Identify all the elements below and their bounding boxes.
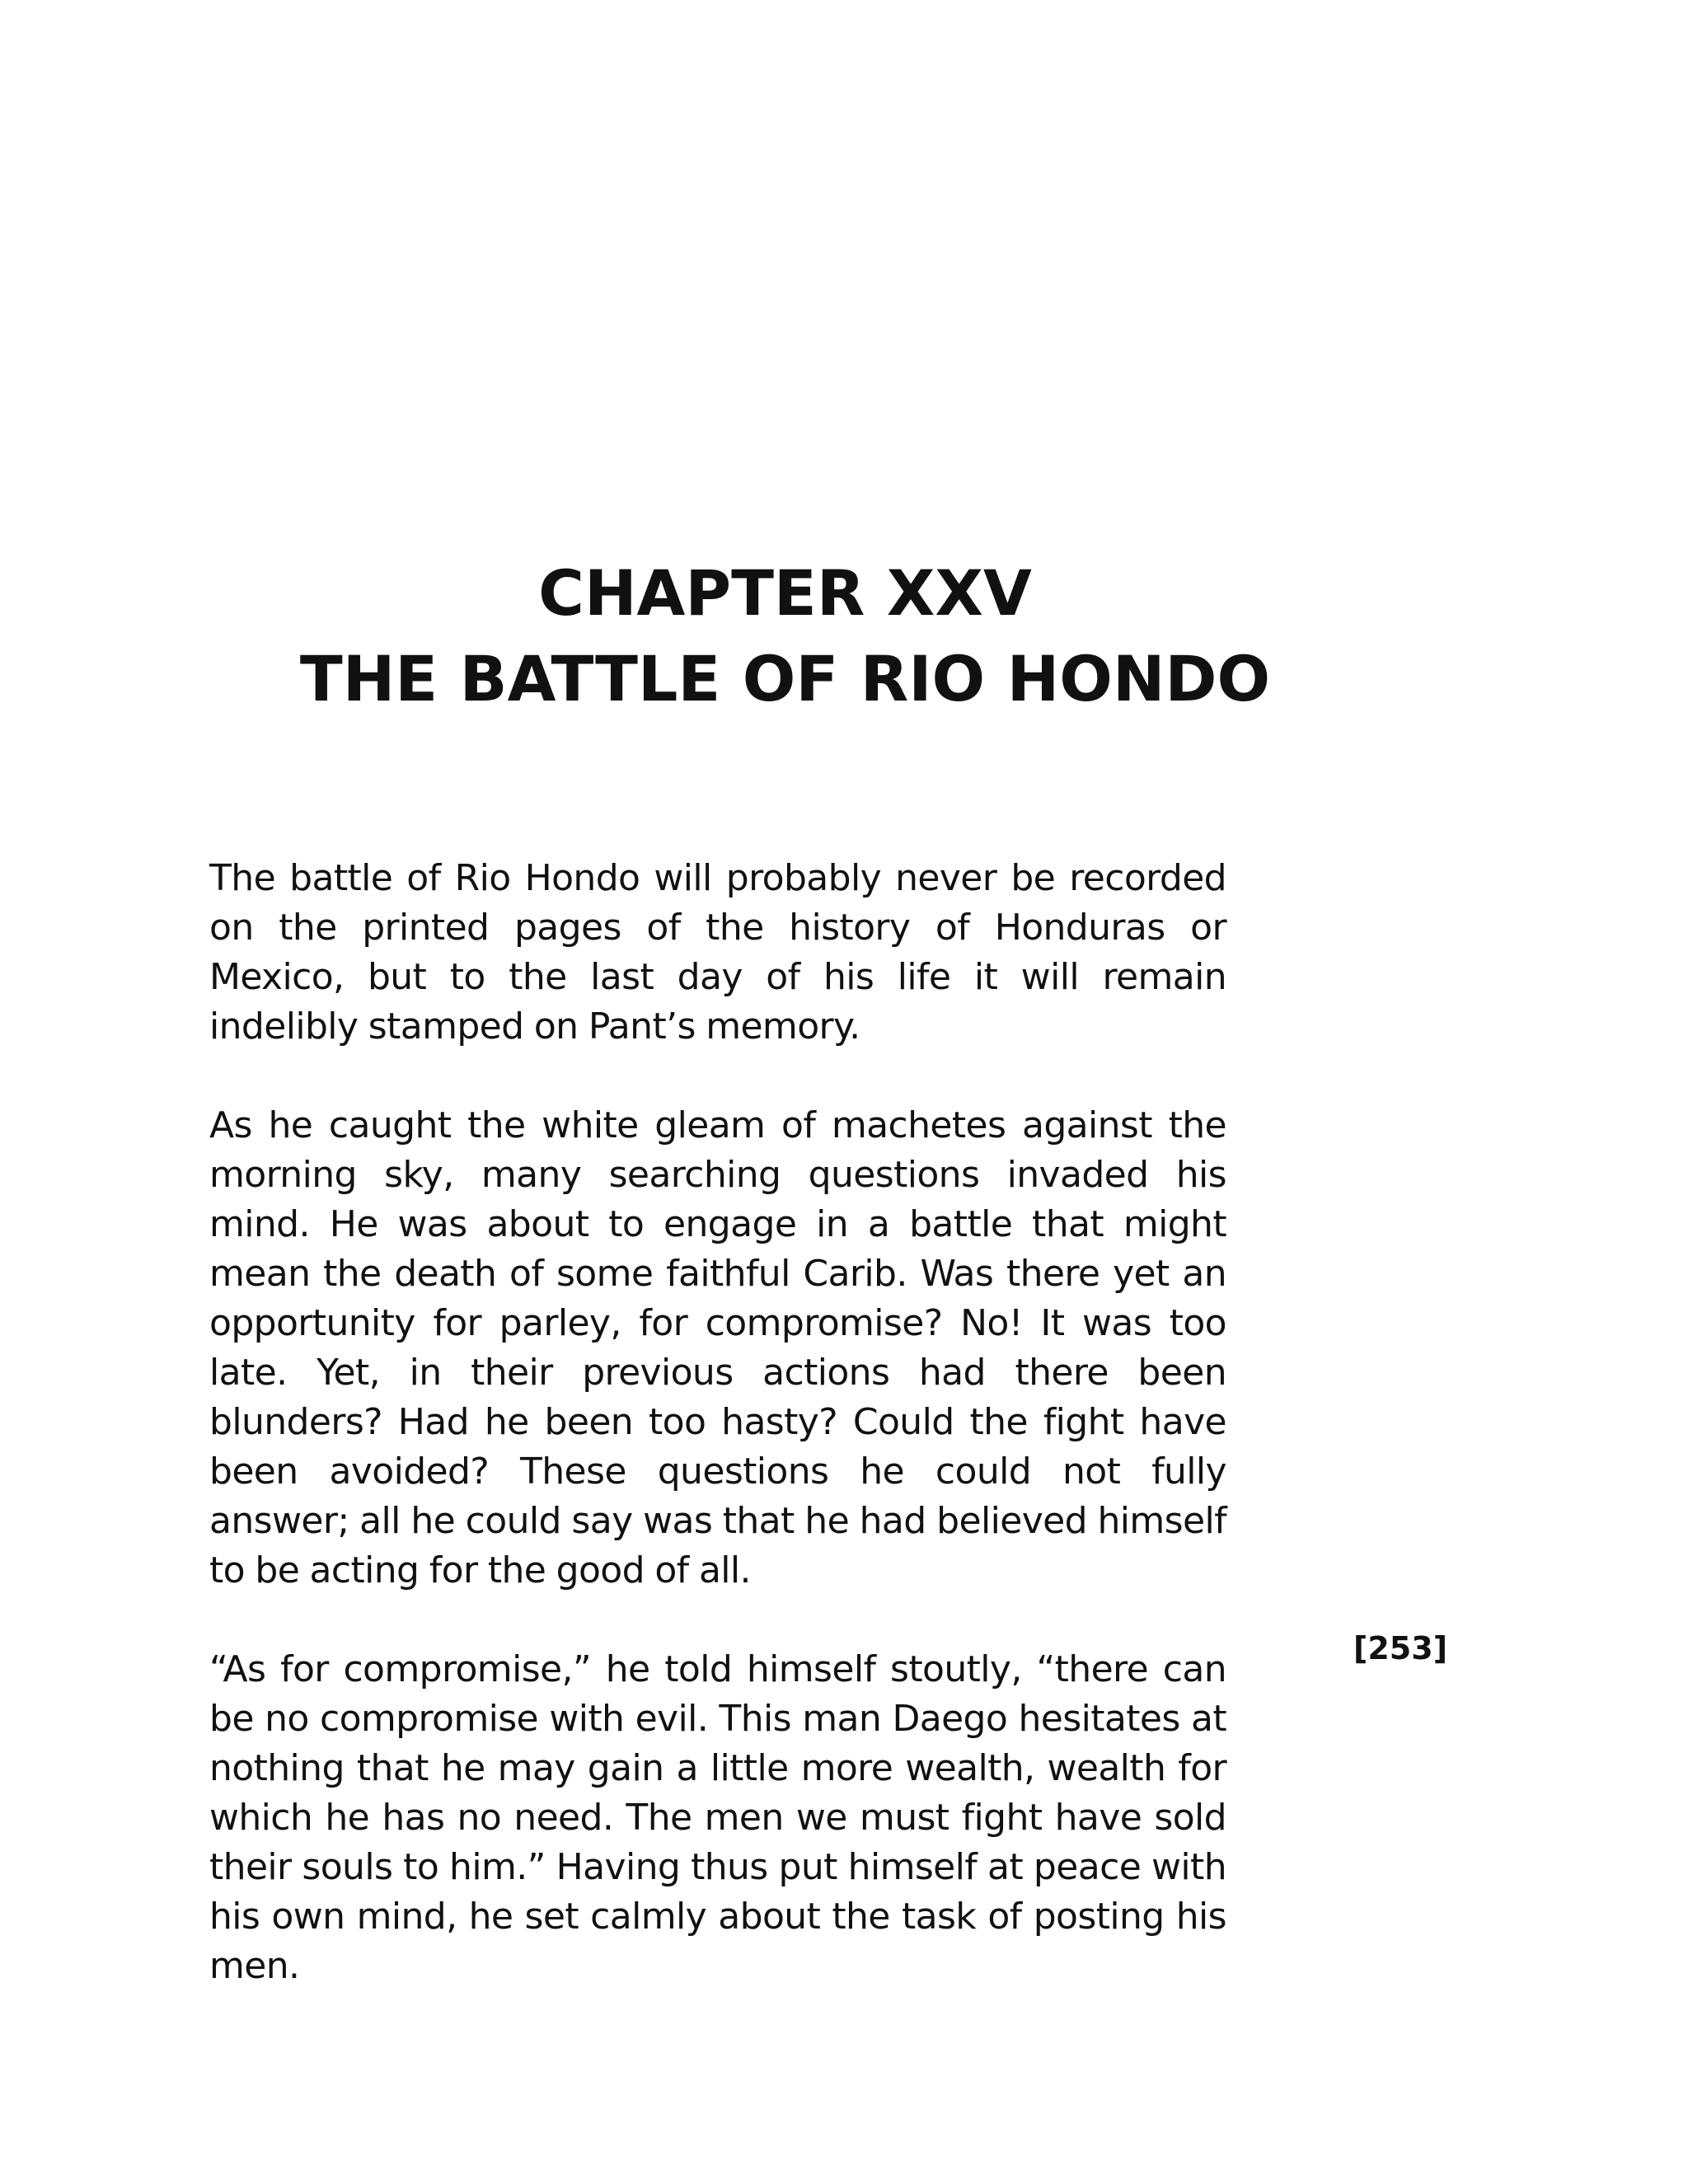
page-number: [253] [1353, 1630, 1448, 1666]
paragraph: The battle of Rio Hondo will probably never be recorded on the printed pages of the history of Honduras or Mexico, but to the last day of his life it will remain indelibly stamped on Pant’s memory. [209, 857, 1226, 1047]
chapter-body [209, 854, 1226, 2041]
paragraph: “As for compromise,” he told himself stoutly, “there can be no compromise with evil. This man Daego hesitates at nothing that he may gain a little more wealth, wealth for which he has no need. The men we must fight have sold their souls to him.” Having thus put himself at peace with his own mind, he set calmly about the task of posting his men. [209, 1648, 1226, 1987]
chapter-number: CHAPTER XXV [538, 556, 1032, 630]
chapter-heading [0, 551, 1570, 722]
chapter-title: THE BATTLE OF RIO HONDO [299, 642, 1271, 715]
paragraph: As he caught the white gleam of machetes against the morning sky, many searching questions invaded his mind. He was about to engage in a battle that might mean the death of some faithful Carib. Was there yet an opportunity for parley, for compromise? No! It was too late. Yet, in their previous actions had there been blunders? Had he been too hasty? Could the fight have been avoided? These questions he could not fully answer; all he could say was that he had believed himself to be acting for the good of all. [209, 1104, 1226, 1591]
